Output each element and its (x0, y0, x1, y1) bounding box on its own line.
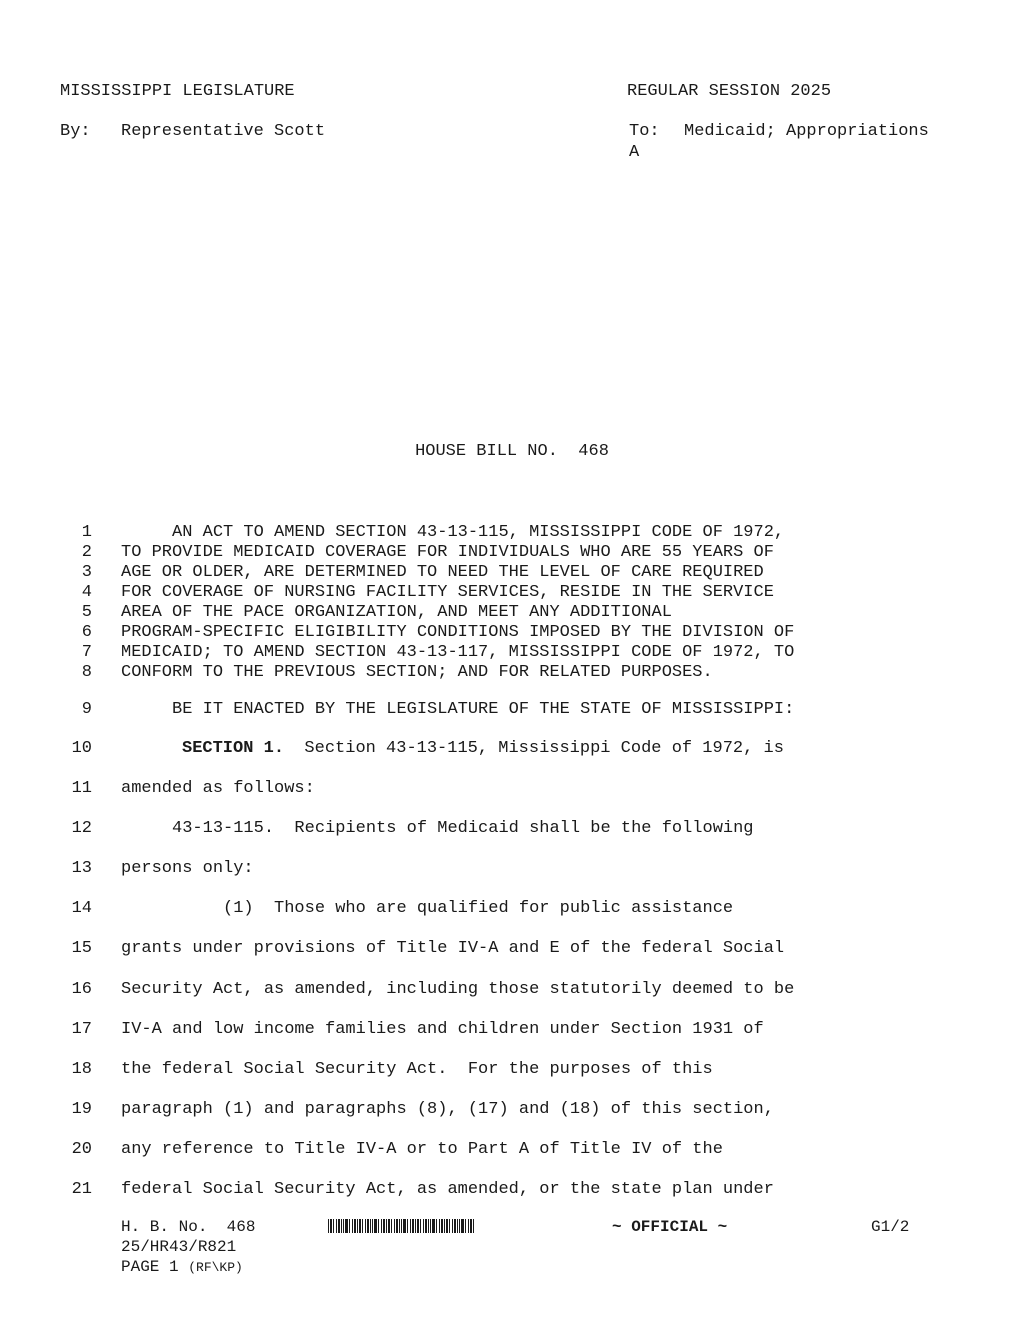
bill-line: federal Social Security Act, as amended, or the state plan under (121, 1180, 774, 1199)
legislature-name: MISSISSIPPI LEGISLATURE (60, 82, 295, 101)
to-label: To: (629, 122, 660, 141)
line-number: 20 (71, 1140, 92, 1159)
official-mark: ~ OFFICIAL ~ (612, 1218, 728, 1236)
sponsor-name: Representative Scott (121, 122, 326, 141)
bill-line: paragraph (1) and paragraphs (8), (17) and (18) of this section, (121, 1100, 774, 1119)
line-number: 12 (71, 819, 92, 838)
barcode-icon (328, 1219, 474, 1233)
line-number: 18 (71, 1060, 92, 1079)
bill-title: HOUSE BILL NO. 468 (415, 442, 609, 461)
by-label: By: (60, 122, 91, 141)
bill-line: (1) Those who are qualified for public assistance (121, 899, 734, 918)
line-number: 13 (71, 859, 92, 878)
line-number: 17 (71, 1020, 92, 1039)
line-number: 21 (71, 1180, 92, 1199)
bill-line: amended as follows: (121, 779, 315, 798)
footer-code: G1/2 (871, 1218, 910, 1236)
section-text: Section 43-13-115, Mississippi Code of 1972, is (284, 739, 784, 758)
committee-referral-cont: A (629, 143, 640, 162)
line-number: 3 (81, 563, 92, 582)
bill-line: FOR COVERAGE OF NURSING FACILITY SERVICES, RESIDE IN THE SERVICE (121, 583, 774, 602)
bill-line: TO PROVIDE MEDICAID COVERAGE FOR INDIVIDUALS WHO ARE 55 YEARS OF (121, 543, 774, 562)
bill-line: persons only: (121, 859, 254, 878)
bill-line: AREA OF THE PACE ORGANIZATION, AND MEET ANY ADDITIONAL (121, 603, 672, 622)
bill-line: MEDICAID; TO AMEND SECTION 43-13-117, MISSISSIPPI CODE OF 1972, TO (121, 643, 795, 662)
section-heading: SECTION 1. (182, 739, 285, 758)
bill-line: grants under provisions of Title IV-A and E of the federal Social (121, 939, 785, 958)
line-number: 2 (81, 543, 92, 562)
bill-line: BE IT ENACTED BY THE LEGISLATURE OF THE STATE OF MISSISSIPPI: (121, 700, 795, 719)
bill-line: the federal Social Security Act. For the purposes of this (121, 1060, 713, 1079)
line-number: 4 (81, 583, 92, 602)
line-number: 1 (81, 523, 92, 542)
bill-line: CONFORM TO THE PREVIOUS SECTION; AND FOR RELATED PURPOSES. (121, 663, 713, 682)
line-number: 5 (81, 603, 92, 622)
bill-line: 43-13-115. Recipients of Medicaid shall be the following (121, 819, 754, 838)
bill-line: any reference to Title IV-A or to Part A of Title IV of the (121, 1140, 723, 1159)
bill-line: IV-A and low income families and children under Section 1931 of (121, 1020, 764, 1039)
line-number: 8 (81, 663, 92, 682)
page-number (121, 1257, 243, 1278)
footer-bill-number: H. B. No. 468 (121, 1218, 256, 1236)
bill-line (182, 739, 784, 758)
line-number: 14 (71, 899, 92, 918)
bill-line: AGE OR OLDER, ARE DETERMINED TO NEED THE LEVEL OF CARE REQUIRED (121, 563, 764, 582)
line-number: 15 (71, 939, 92, 958)
footer-reference: 25/HR43/R821 (121, 1238, 237, 1256)
page-label: PAGE 1 (121, 1258, 179, 1276)
session-label: REGULAR SESSION 2025 (627, 82, 832, 101)
line-number: 19 (71, 1100, 92, 1119)
bill-line: AN ACT TO AMEND SECTION 43-13-115, MISSISSIPPI CODE OF 1972, (121, 523, 785, 542)
typist-initials: (RF\KP) (188, 1260, 243, 1275)
bill-line: Security Act, as amended, including those statutorily deemed to be (121, 980, 795, 999)
line-number: 7 (81, 643, 92, 662)
line-number: 9 (81, 700, 92, 719)
line-number: 16 (71, 980, 92, 999)
line-number: 11 (71, 779, 92, 798)
committee-referral: Medicaid; Appropriations (684, 122, 929, 141)
line-number: 10 (71, 739, 92, 758)
line-number: 6 (81, 623, 92, 642)
bill-line: PROGRAM-SPECIFIC ELIGIBILITY CONDITIONS IMPOSED BY THE DIVISION OF (121, 623, 795, 642)
